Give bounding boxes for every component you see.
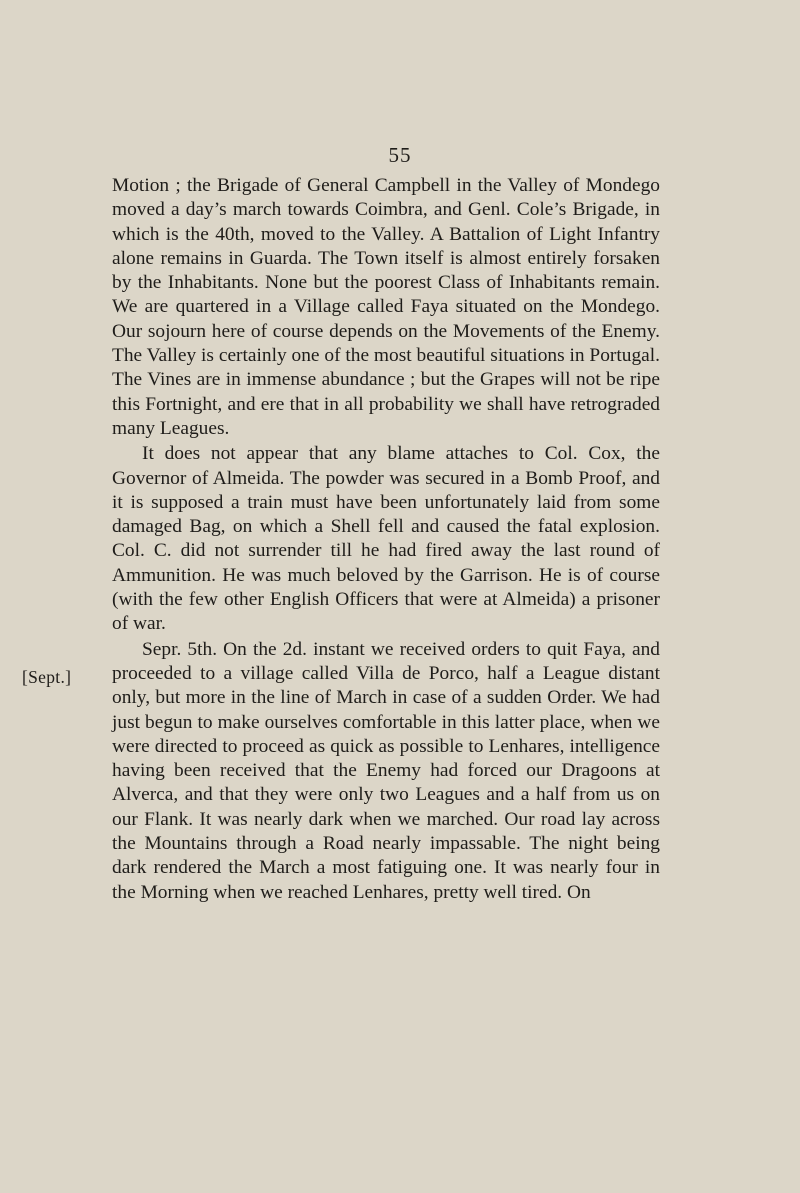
paragraph-almeida-explosion: It does not appear that any blame attaches to Col. Cox, the Governor of Almeida. The powder was secured in a Bomb Proof, and it is supposed a train must have been unfortunately laid from some damaged Bag, on which a Shell fell and caused the fatal explosion. Col. C. did not surrender till he had fired away the last round of Ammunition. He was much beloved by the Garrison. He is of course (with the few other English Officers that were at Almeida) a prisoner of war. [112,443,660,635]
paragraph-sept-5th-march: Sepr. 5th. On the 2d. instant we received orders to quit Faya, and proceeded to a village called Villa de Porco, half a League distant only, but more in the line of March in case of a sudden Order. We had just begun to make ourselves comfortable in this latter place, when we were directed to proceed as quick as possible to Lenhares, intelligence having been received that the Enemy had forced our Dragoons at Alverca, and that they were only two Leagues and a half from us on our Flank. It was nearly dark when we marched. Our road lay across the Mountains through a Road nearly impassable. The night being dark rendered the March a most fatiguing one. It was nearly four in the Morning when we reached Lenhares, pretty well tired. On [112,638,661,903]
margin-date-note [22,667,71,688]
page-number: 55 [388,143,412,167]
paragraph-faya-quarters: Motion ; the Brigade of General Campbell in the Valley of Mondego moved a day’s march towards Coimbra, and Genl. Cole’s Brigade, in which is the 40th, moved to the Valley. A Battalion of Light Infantry alone remains in Guarda. The Town itself is almost entirely forsaken by the Inhabitants. None but the poorest Class of Inhabitants remain. We are quartered in a Village called Faya situated on the Mondego. Our sojourn here of course depends on the Movements of the Enemy. The Valley is certainly one of the most beautiful situations in Portugal. The Vines are in immense abundance ; but the Grapes will not be ripe this Fortnight, and ere that in all probability we shall have retrograded many Leagues. [112,175,661,439]
margin-date-text: [Sept.] [22,667,72,687]
body-text [112,174,660,905]
